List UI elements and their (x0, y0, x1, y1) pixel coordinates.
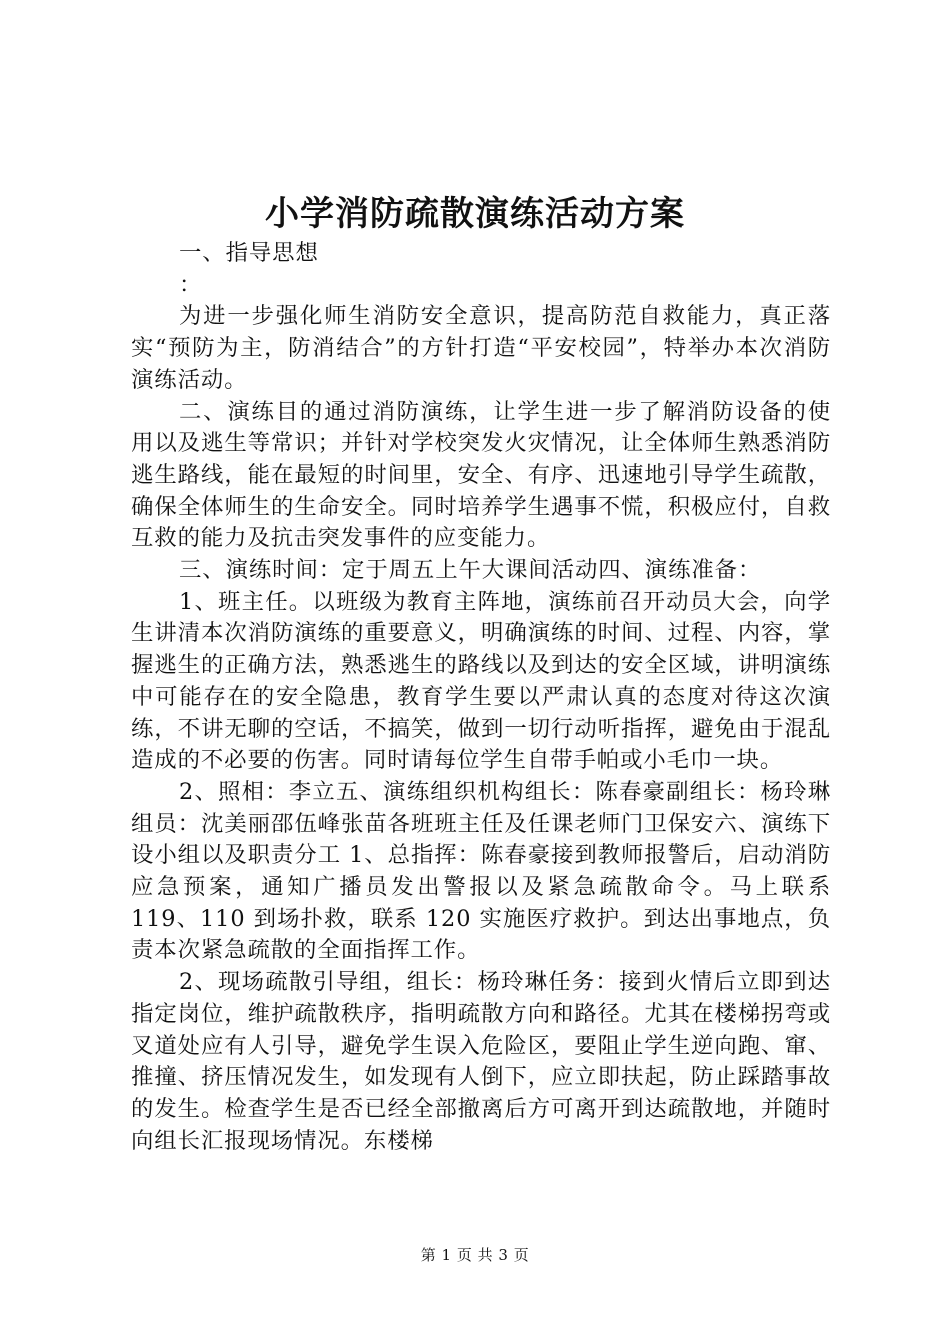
document-title: 小学消防疏散演练活动方案 (265, 194, 685, 234)
paragraph-organization: 2、照相：李立五、演练组织机构组长：陈春豪副组长：杨玲琳组员：沈美丽邵伍峰张苗各班班主任及任课老师门卫保安六、演练下设小组以及职责分工 1、总指挥：陈春豪接到教师报警后，启动消防应急预案，通知广播员发出警报以及紧急疏散命令。马上联系 119、110 到场扑救，联系 120 实施医疗救护。到达出事地点，负责本次紧急疏散的全面指挥工作。 (131, 778, 831, 964)
page-footer: 第 1 页 共 3 页 (420, 1246, 530, 1264)
paragraph-evacuation-guide: 2、现场疏散引导组，组长：杨玲琳任务：接到火情后立即到达指定岗位，维护疏散秩序，指明疏散方向和路径。尤其在楼梯拐弯或叉道处应有人引导，避免学生误入危险区，要阻止学生逆向跑、窜、推撞、挤压情况发生，如发现有人倒下，应立即扶起，防止踩踏事故的发生。检查学生是否已经全部撤离后方可离开到达疏散地，并随时向组长汇报现场情况。东楼梯 (131, 969, 831, 1154)
document-body (131, 238, 831, 1157)
paragraph-drill-objective: 二、演练目的通过消防演练，让学生进一步了解消防设备的使用以及逃生等常识；并针对学校突发火灾情况，让全体师生熟悉消防逃生路线，能在最短的时间里，安全、有序、迅速地引导学生疏散，确保全体师生的生命安全。同时培养学生遇事不慌，积极应付，自救互救的能力及抗击突发事件的应变能力。 (131, 398, 831, 552)
paragraph-head-teacher: 1、班主任。以班级为教育主阵地，演练前召开动员大会，向学生讲清本次消防演练的重要意义，明确演练的时间、过程、内容，掌握逃生的正确方法，熟悉逃生的路线以及到达的安全区域，讲明演练中可能存在的安全隐患，教育学生要以严肃认真的态度对待这次演练，不讲无聊的空话，不搞笑，做到一切行动听指挥，避免由于混乱造成的不必要的伤害。同时请每位学生自带手帕或小毛巾一块。 (131, 588, 831, 774)
section-heading-guiding-thought: 一、指导思想 (179, 240, 319, 266)
colon-line: ： (179, 271, 203, 298)
paragraph-drill-time: 三、演练时间：定于周五上午大课间活动四、演练准备： (179, 557, 762, 584)
paragraph-purpose: 为进一步强化师生消防安全意识，提高防范自救能力，真正落实“预防为主，防消结合”的方针打造“平安校园”，特举办本次消防演练活动。 (131, 303, 831, 393)
